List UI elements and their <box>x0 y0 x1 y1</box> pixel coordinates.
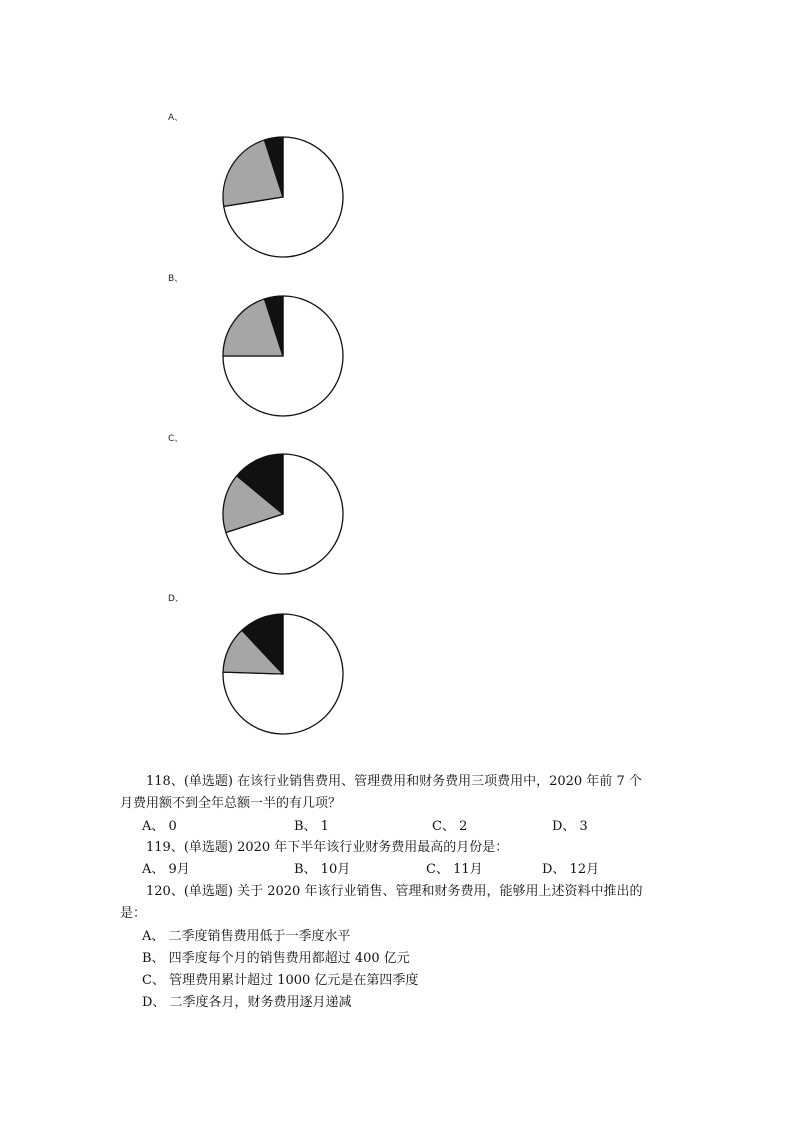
option-d-label: D、 <box>168 594 184 604</box>
question-118-choice-a[interactable]: A、 0 <box>142 819 177 834</box>
pie-chart-c <box>220 451 346 577</box>
question-120-choice-c[interactable]: C、 管理费用累计超过 1000 亿元是在第四季度 <box>142 973 419 988</box>
question-118-choice-b[interactable]: B、 1 <box>294 819 329 834</box>
question-119-choice-d[interactable]: D、 12月 <box>542 862 600 877</box>
question-118-stem-line1: 118、(单选题) 在该行业销售费用、管理费用和财务费用三项费用中，2020 年前 7 个 <box>146 774 642 789</box>
question-120-stem-line2: 是： <box>120 906 147 921</box>
question-119-choice-c[interactable]: C、 11月 <box>426 862 483 877</box>
pie-chart-b <box>220 293 346 419</box>
question-118-choice-d[interactable]: D、 3 <box>552 819 588 834</box>
question-120-choice-d[interactable]: D、 二季度各月，财务费用逐月递减 <box>142 995 352 1010</box>
question-119-stem: 119、(单选题) 2020 年下半年该行业财务费用最高的月份是： <box>146 840 509 855</box>
pie-chart-d <box>220 611 346 737</box>
question-118-stem-line2: 月费用额不到全年总额一半的有几项？ <box>120 796 342 811</box>
question-120-stem-line1: 120、(单选题) 关于 2020 年该行业销售、管理和财务费用，能够用上述资料中推出的 <box>146 884 643 899</box>
question-119-choice-b[interactable]: B、 10月 <box>294 862 351 877</box>
option-b-label: B、 <box>168 274 184 284</box>
option-c-label: C、 <box>168 434 184 444</box>
question-120-choice-a[interactable]: A、 二季度销售费用低于一季度水平 <box>142 929 351 944</box>
question-119-choice-a[interactable]: A、 9月 <box>142 862 190 877</box>
question-120-choice-b[interactable]: B、 四季度每个月的销售费用都超过 400 亿元 <box>142 951 410 966</box>
option-a-label: A、 <box>168 113 184 123</box>
question-118-choice-c[interactable]: C、 2 <box>432 819 468 834</box>
pie-chart-a <box>220 134 346 260</box>
